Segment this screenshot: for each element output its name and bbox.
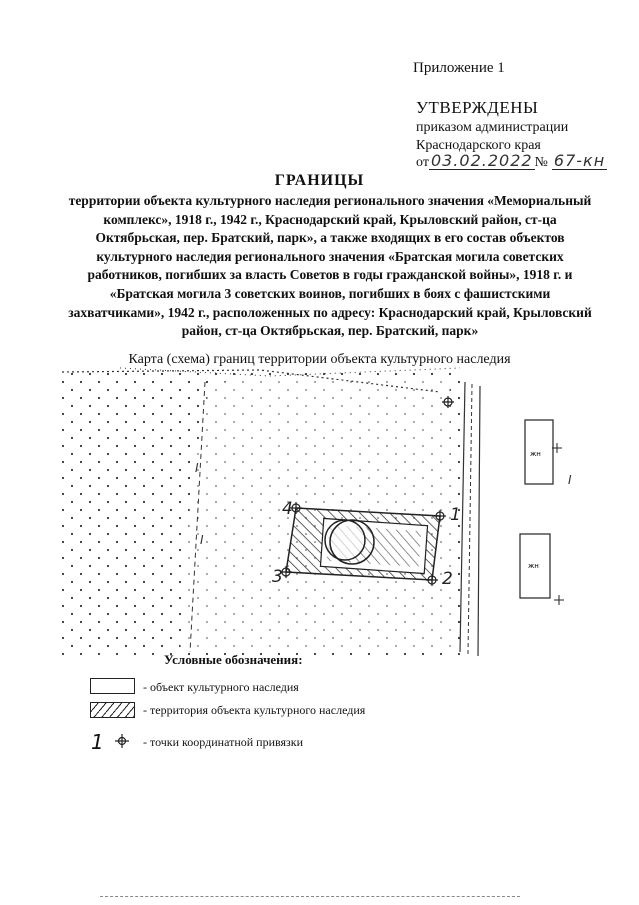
page-bottom-rule <box>100 896 520 897</box>
building-2 <box>520 534 564 605</box>
approved-heading: УТВЕРЖДЕНЫ <box>416 98 539 117</box>
map-caption: Карта (схема) границ территории объекта культурного наследия <box>128 352 511 367</box>
building-1 <box>525 420 562 484</box>
building-2-label: жн <box>528 562 539 570</box>
legend-title: Условные обозначения: <box>164 652 303 667</box>
point-label-4: 4 <box>282 499 293 519</box>
building-1-label: жн <box>530 450 541 458</box>
approved-by-line-2: Краснодарского края <box>416 138 541 153</box>
legend-text-heritage-object: - объект культурного наследия <box>143 680 299 694</box>
number-sign: № <box>534 155 548 170</box>
legend-text-coordinate-points: - точки координатной привязки <box>143 735 304 749</box>
side-label-2: I <box>200 533 204 547</box>
appendix-label: Приложение 1 <box>413 60 505 76</box>
empty-box-icon <box>90 678 135 694</box>
approval-date-line <box>416 152 607 171</box>
heritage-territory <box>286 508 440 580</box>
side-label-3: I <box>568 473 572 487</box>
handwritten-number: 67-кн <box>553 151 606 170</box>
approved-by-line-1: приказом администрации <box>416 120 569 135</box>
date-prefix: от <box>416 155 429 170</box>
point-label-2: 2 <box>442 569 453 589</box>
point-label-3: 3 <box>272 567 283 587</box>
legend-point-number: 1 <box>91 730 104 754</box>
point-label-1: 1 <box>450 505 461 525</box>
document-title: ГРАНИЦЫ <box>274 172 365 189</box>
document-description: территории объекта культурного наследия регионального значения «Мемориальный комплекс», 1918 г., 1942 г., Краснодарский край, Крыловский район, ст-ца Октябрьская, пер. Братский, парк», а также входящих в его состав объектов культурного наследия регионального значения «Братская могила советских работников, погибших за власть Советов в годы гражданской войны», 1918 г. и «Братская могила 3 советских воинов, погибших в боях с фашистскими захватчиками», 1942 г., расположенных по адресу: Краснодарский край, Крыловский район, ст-ца Октябрьская, пер. Братский, парк» <box>68 193 592 339</box>
handwritten-date: 03.02.2022 <box>430 151 533 170</box>
legend-text-heritage-territory: - территория объекта культурного наследия <box>143 703 366 717</box>
hatched-box-icon <box>90 702 135 718</box>
crosshair-icon <box>112 733 132 749</box>
side-label-1: I <box>195 461 199 475</box>
boundary-map <box>60 362 580 662</box>
